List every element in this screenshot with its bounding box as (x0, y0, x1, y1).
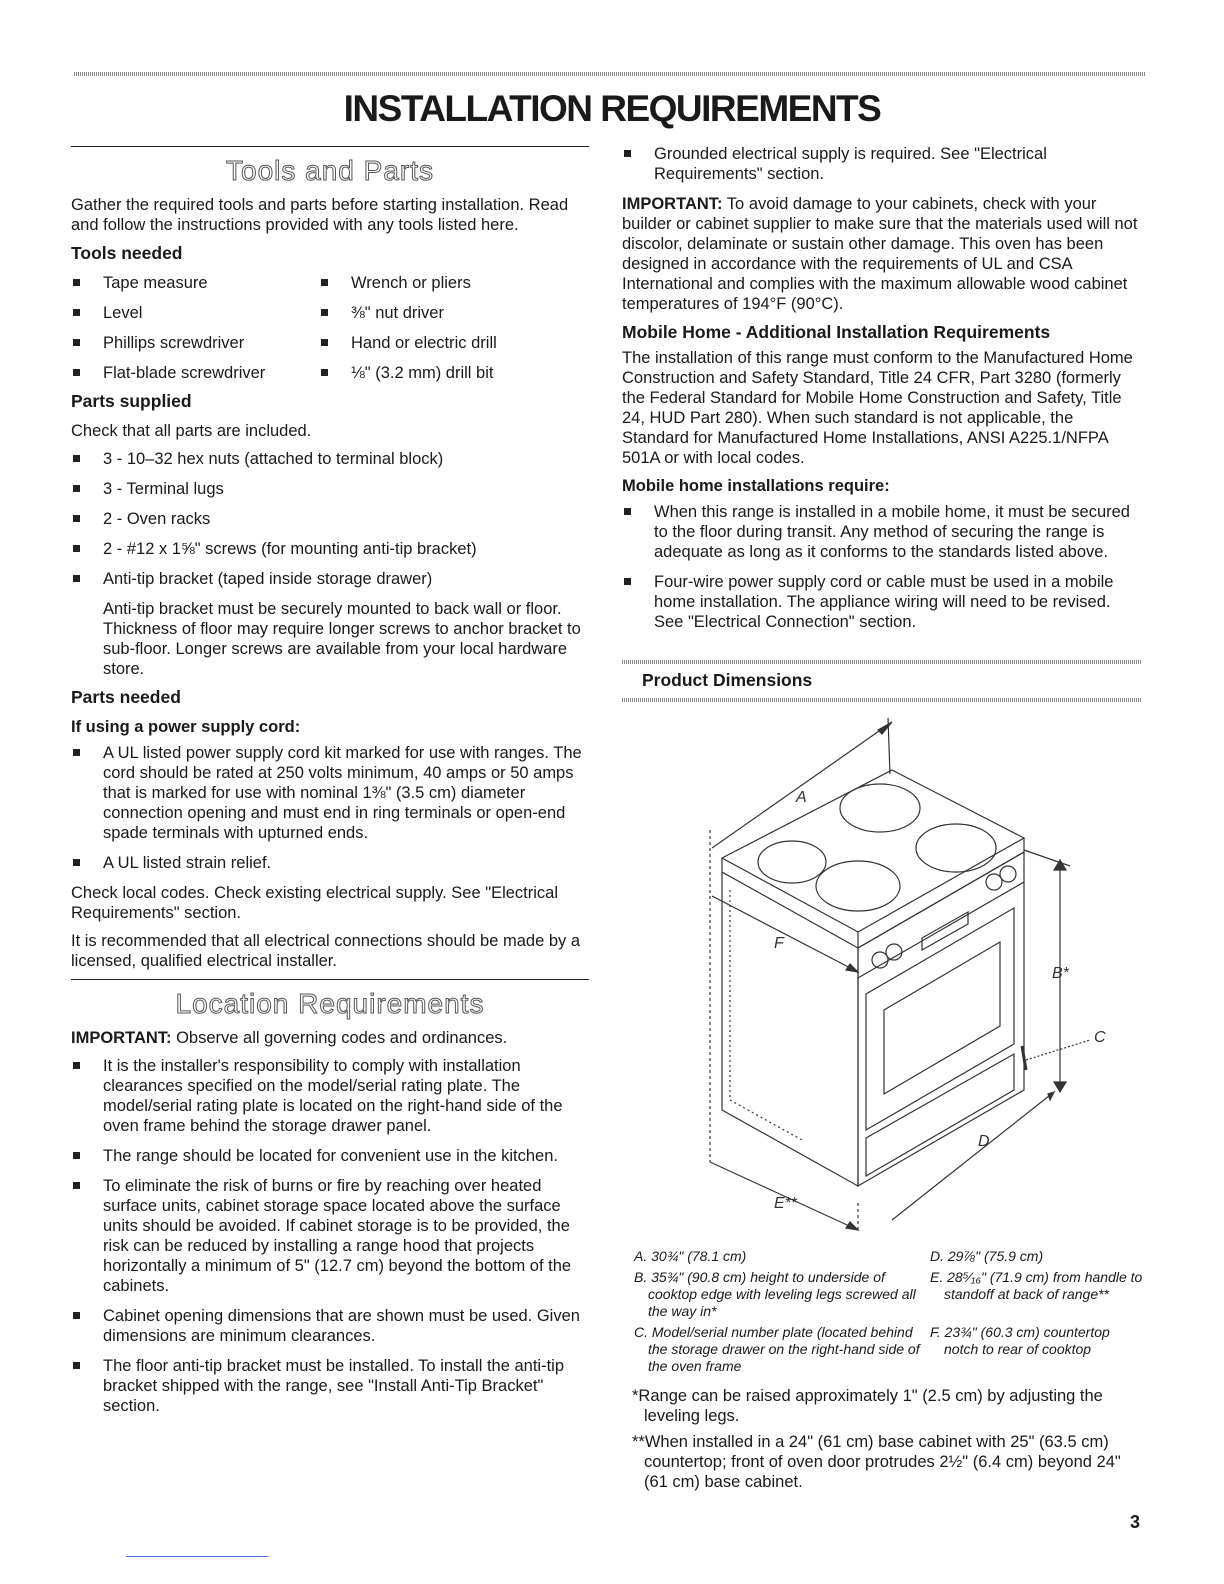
check-codes: Check local codes. Check existing electrical supply. See "Electrical Requirements" section. (71, 884, 559, 922)
tool-item: ⅛" (3.2 mm) drill bit (319, 363, 589, 383)
list-item: Cabinet opening dimensions that are shown must be used. Given dimensions are minimum clearances. (71, 1306, 589, 1346)
mobile-require-heading: Mobile home installations require: (622, 477, 890, 495)
list-item: To eliminate the risk of burns or fire by reaching over heated surface units, cabinet storage space located above the surface units should be avoided. If cabinet storage is to be provided, the risk can be reduced by installing a range hood that projects horizontally a minimum of 5" (12.7 cm) beyond the bottom of the cabinets. (71, 1176, 589, 1296)
caption-f: F. 23¾" (60.3 cm) countertop notch to rear of cooktop (930, 1324, 1110, 1357)
tool-item: Tape measure (71, 273, 319, 293)
section-rule (71, 146, 589, 147)
tool-item: Phillips screwdriver (71, 333, 319, 353)
tool-item: Wrench or pliers (319, 273, 589, 293)
mobile-list (622, 502, 1142, 632)
page-number: 3 (1129, 1512, 1140, 1532)
caption-c: C. Model/serial number plate (located behind the storage drawer on the right-hand side of the oven frame (634, 1324, 920, 1374)
parts-supplied-list (71, 449, 589, 589)
caption-d: D. 29⅞" (75.9 cm) (930, 1248, 1044, 1264)
tools-needed-heading: Tools needed (71, 243, 183, 263)
list-item: 3 - 10–32 hex nuts (attached to terminal block) (71, 449, 589, 469)
recommendation: It is recommended that all electrical connections should be made by a licensed, qualified electrical installer. (71, 932, 581, 970)
parts-supplied-intro: Check that all parts are included. (71, 422, 312, 440)
list-item: The range should be located for convenient use in the kitchen. (71, 1146, 589, 1166)
important-label: IMPORTANT: (71, 1029, 172, 1047)
footnote: *Range can be raised approximately 1" (2.5 cm) by adjusting the leveling legs. (632, 1387, 1103, 1425)
dim-a (712, 722, 892, 848)
top-hatch-rule (74, 72, 1146, 76)
cabinet-important (622, 194, 1142, 314)
tools-intro: Gather the required tools and parts before starting installation. Read and follow the instructions provided with any tools listed here. (71, 196, 569, 234)
parts-supplied-heading: Parts supplied (71, 391, 192, 411)
page-title: INSTALLATION REQUIREMENTS (343, 88, 881, 129)
cabinet-outline (710, 830, 858, 1230)
list-item: When this range is installed in a mobile home, it must be secured to the floor during transit. Any method of securing the range is adequate as long as it conforms to the standards listed above. (622, 502, 1142, 562)
parts-needed-heading: Parts needed (71, 687, 181, 707)
control-knob (986, 874, 1002, 890)
label-d: D (978, 1133, 990, 1150)
section-rule (71, 979, 589, 980)
label-a: A (796, 789, 807, 806)
list-item: The floor anti-tip bracket must be installed. To install the anti-tip bracket shipped with the range, see "Install Anti-Tip Bracket" section. (71, 1356, 589, 1416)
list-item: Anti-tip bracket (taped inside storage drawer) (71, 569, 589, 589)
control-knob (1000, 866, 1016, 882)
list-item: A UL listed strain relief. (71, 853, 589, 873)
important-text: To avoid damage to your cabinets, check with your builder or cabinet supplier to make sure that the materials used will not discolor, delaminate or sustain other damage. This oven has been designed in accordance with the requirements of UL and CSA International and complies with the maximum allowable wood cabinet temperatures of 194°F (90°C). (622, 195, 1138, 313)
list-item: Four-wire power supply cord or cable must be used in a mobile home installation. The appliance wiring will need to be revised. See "Electrical Connection" section. (622, 572, 1142, 632)
tool-item: Level (71, 303, 319, 323)
left-column (71, 146, 589, 1426)
list-item: 2 - #12 x 1⅝" screws (for mounting anti-tip bracket) (71, 539, 589, 559)
dim-c (1026, 1040, 1090, 1060)
caption-b: B. 35¾" (90.8 cm) height to underside of cooktop edge with leveling legs screwed all the way in* (634, 1269, 916, 1319)
footnotes (626, 1386, 1146, 1498)
label-f: F (774, 935, 784, 952)
antitip-note: Anti-tip bracket must be securely mounted to back wall or floor. Thickness of floor may require longer screws to anchor bracket to sub-floor. Longer screws are available from your local hardware store. (103, 600, 581, 678)
list-item: A UL listed power supply cord kit marked for use with ranges. The cord should be rated at 250 volts minimum, 40 amps or 50 amps that is marked for use with nominal 1⅜" (3.5 cm) diameter connection opening and must end in ring terminals or open-end spade terminals with upturned ends. (71, 743, 589, 843)
dimensions-hatch-top (622, 660, 1142, 664)
burner (840, 784, 920, 832)
burner (816, 861, 900, 911)
right-column (622, 144, 1142, 642)
label-e: E** (774, 1195, 798, 1212)
list-item: Grounded electrical supply is required. See "Electrical Requirements" section. (622, 144, 1142, 184)
grounded-list (622, 144, 1142, 184)
mobile-home-heading: Mobile Home - Additional Installation Requirements (622, 322, 1051, 342)
product-dimensions-heading: Product Dimensions (642, 670, 813, 690)
handle (1022, 1046, 1026, 1070)
label-c: C (1094, 1029, 1106, 1046)
footnote: **When installed in a 24" (61 cm) base cabinet with 25" (63.5 cm) countertop; front of oven door protrudes 2½" (6.4 cm) beyond 24" (61 cm) base cabinet. (632, 1433, 1121, 1491)
caption-e: E. 28⁵⁄₁₆" (71.9 cm) from handle to standoff at back of range** (930, 1269, 1143, 1302)
label-b: B* (1052, 965, 1069, 982)
tools-parts-heading: Tools and Parts (226, 155, 434, 186)
burner (916, 824, 996, 872)
caption-a: A. 30¾" (78.1 cm) (634, 1248, 747, 1264)
list-item: 2 - Oven racks (71, 509, 589, 529)
footer-line (126, 1556, 268, 1557)
list-item: 3 - Terminal lugs (71, 479, 589, 499)
storage-drawer (866, 1054, 1014, 1176)
range-side (722, 872, 858, 1186)
tool-item: Hand or electric drill (319, 333, 589, 353)
important-label: IMPORTANT: (622, 195, 723, 213)
list-item: It is the installer's responsibility to comply with installation clearances specified on the model/serial rating plate. The model/serial rating plate is located on the right-hand side of the oven frame behind the storage drawer panel. (71, 1056, 589, 1136)
oven-door (866, 908, 1014, 1130)
range-dimensions-diagram (622, 710, 1142, 1240)
tool-item: ⅜" nut driver (319, 303, 589, 323)
power-cord-heading: If using a power supply cord: (71, 718, 301, 736)
mobile-home-text: The installation of this range must conform to the Manufactured Home Construction and Safety Standard, Title 24 CFR, Part 3280 (formerly the Federal Standard for Mobile Home Construction and Safety, Title 24, HUD Part 280). When such standard is not applicable, the Standard for Manufactured Home Installations, ANSI A225.1/NFPA 501A or with local codes. (622, 349, 1133, 467)
location-list (71, 1056, 589, 1416)
tools-list (71, 273, 589, 383)
tool-item: Flat-blade screwdriver (71, 363, 319, 383)
important-text: Observe all governing codes and ordinances. (171, 1029, 508, 1047)
power-cord-list (71, 743, 589, 873)
dim-d (892, 1092, 1054, 1220)
burner (758, 841, 826, 883)
dimension-captions (634, 1248, 1144, 1375)
location-requirements-heading: Location Requirements (175, 988, 485, 1019)
location-important (71, 1028, 589, 1048)
dimensions-hatch-bottom (622, 698, 1142, 702)
